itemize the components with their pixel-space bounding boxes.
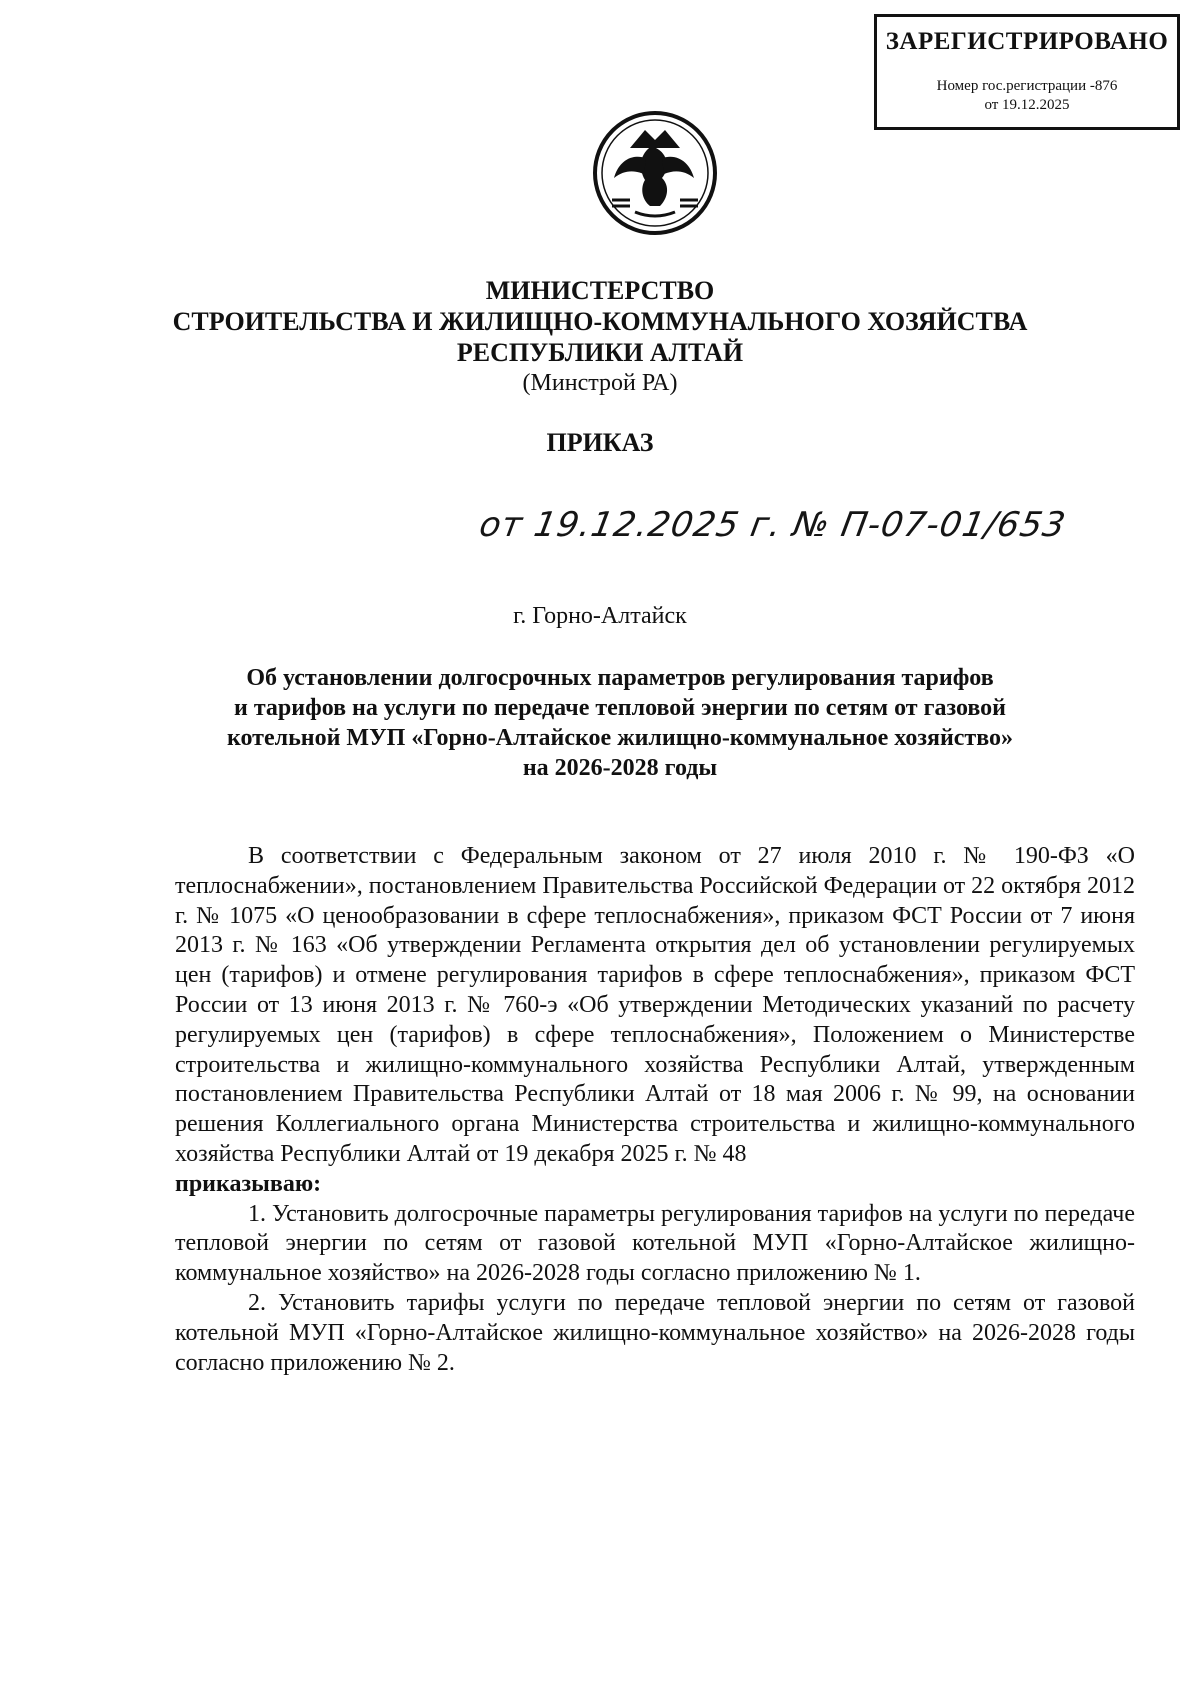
stamp-title: ЗАРЕГИСТРИРОВАНО bbox=[885, 28, 1169, 55]
document-type: ПРИКАЗ bbox=[546, 428, 654, 457]
city: г. Горно-Алтайск bbox=[513, 603, 687, 629]
clause-2: 2. Установить тарифы услуги по передаче тепловой энергии по сетям от газовой котельной МУП «Горно-Алтайское жилищно-коммунальное хозяйство» на 2026-2028 годы согласно приложению № 2. bbox=[175, 1289, 1135, 1376]
subject-line-1: Об установлении долгосрочных параметров регулирования тарифов bbox=[246, 665, 994, 691]
header-line-1: МИНИСТЕРСТВО bbox=[485, 276, 715, 305]
stamp-registration-number: Номер гос.регистрации -876 bbox=[936, 78, 1118, 94]
document-subject bbox=[170, 663, 1070, 783]
clause-1: 1. Установить долгосрочные параметры регулирования тарифов на услуги по передаче тепловой энергии по сетям от газовой котельной МУП «Горно-Алтайское жилищно-коммунальное хозяйство» на 2026-2028 годы согласно приложению № 1. bbox=[175, 1200, 1135, 1287]
header-line-2: СТРОИТЕЛЬСТВА И ЖИЛИЩНО-КОММУНАЛЬНОГО ХОЗЯЙСТВА bbox=[172, 307, 1028, 336]
registration-stamp bbox=[874, 14, 1180, 130]
header-abbreviation: (Минстрой РА) bbox=[522, 370, 678, 396]
handwritten-date-number: от 19.12.2025 г. № П-07-01/653 bbox=[476, 505, 1070, 545]
command-word: приказываю: bbox=[175, 1170, 322, 1197]
header-line-3: РЕСПУБЛИКИ АЛТАЙ bbox=[456, 338, 744, 367]
ministry-header bbox=[150, 275, 1050, 399]
stamp-registration-date: от 19.12.2025 bbox=[984, 97, 1070, 113]
document-body bbox=[175, 842, 1135, 1378]
coat-of-arms-icon bbox=[590, 108, 720, 238]
subject-line-4: на 2026-2028 годы bbox=[522, 755, 718, 781]
subject-line-2: и тарифов на услуги по передаче тепловой энергии по сетям от газовой bbox=[234, 695, 1006, 721]
preamble-paragraph: В соответствии с Федеральным законом от 27 июля 2010 г. № 190-ФЗ «О теплоснабжении», постановлением Правительства Российской Федерации от 22 октября 2012 г. № 1075 «О ценообразовании в сфере теплоснабжения», приказом ФСТ России от 7 июня 2013 г. № 163 «Об утверждении Регламента открытия дел об установлении регулируемых цен (тарифов) и отмене регулирования тарифов в сфере теплоснабжения», приказом ФСТ России от 13 июня 2013 г. № 760-э «Об утверждении Методических указаний по расчету регулируемых цен (тарифов) в сфере теплоснабжения», Положением о Министерстве строительства и жилищно-коммунального хозяйства Республики Алтай, утвержденным постановлением Правительства Республики Алтай от 18 мая 2006 г. № 99, на основании решения Коллегиального органа Министерства строительства и жилищно-коммунального хозяйства Республики Алтай от 19 декабря 2025 г. № 48 bbox=[175, 843, 1135, 1167]
subject-line-3: котельной МУП «Горно-Алтайское жилищно-коммунальное хозяйство» bbox=[226, 725, 1014, 751]
